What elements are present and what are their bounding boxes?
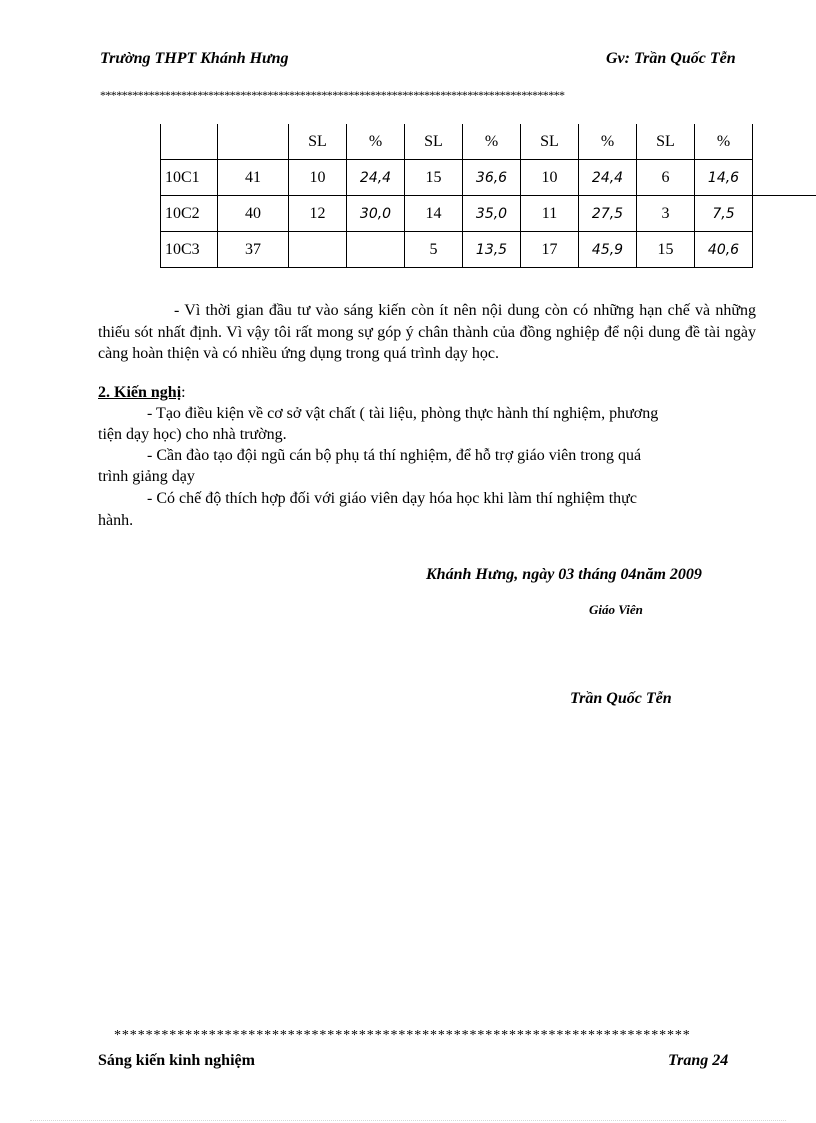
table-cell-class: 10C2 — [161, 196, 218, 232]
results-table — [160, 124, 753, 268]
signature-date: Khánh Hưng, ngày 03 tháng 04năm 2009 — [426, 566, 702, 583]
header-teacher: Gv: Trần Quốc Tễn — [606, 50, 736, 67]
closing-paragraph: - Vì thời gian đầu tư vào sáng kiến còn ít nên nội dung còn có những hạn chế và những thiếu sót nhất định. Vì vậy tôi rất mong sự góp ý chân thành của đồng nghiệp để nội dung đề tài ngày càng hoàn thiện và có nhiều ứng dụng trong quá trình dạy học. — [98, 302, 756, 362]
table-cell-pct: 35,0 — [463, 196, 521, 232]
table-cell: 41 — [218, 160, 289, 196]
table-cell: 15 — [405, 160, 463, 196]
header-divider: ************************************************************************************** — [100, 88, 565, 102]
table-cell-pct: 45,9 — [579, 232, 637, 268]
table-header-cell: SL — [521, 124, 579, 160]
footer-divider: ************************************************************************* — [114, 1028, 691, 1043]
recommendation-line: trình giảng dạy — [98, 468, 195, 485]
table-cell: 17 — [521, 232, 579, 268]
table-cell-pct: 30,0 — [347, 196, 405, 232]
table-cell-pct: 13,5 — [463, 232, 521, 268]
table-header-cell: % — [463, 124, 521, 160]
table-cell: 5 — [405, 232, 463, 268]
table-row — [161, 160, 753, 196]
page-bottom-dotted-line — [30, 1120, 786, 1121]
table-cell: 10 — [521, 160, 579, 196]
section-title: 2. Kiến nghị — [98, 384, 182, 401]
table-cell-pct: 27,5 — [579, 196, 637, 232]
recommendation-line: - Có chế độ thích hợp đối với giáo viên dạy hóa học khi làm thí nghiệm thực — [147, 490, 637, 507]
table-row — [161, 196, 753, 232]
table-header-cell — [218, 124, 289, 160]
signature-role: Giáo Viên — [589, 602, 643, 617]
table-cell: 40 — [218, 196, 289, 232]
recommendation-line: hành. — [98, 512, 134, 529]
recommendation-line: - Cần đào tạo đội ngũ cán bộ phụ tá thí nghiệm, để hỗ trợ giáo viên trong quá — [147, 447, 642, 464]
table-cell-class: 10C3 — [161, 232, 218, 268]
table-cell: 37 — [218, 232, 289, 268]
table-header-cell: SL — [289, 124, 347, 160]
table-cell-pct: 24,4 — [579, 160, 637, 196]
section-colon: : — [181, 384, 186, 401]
table-cell-pct: 7,5 — [695, 196, 753, 232]
table-row — [161, 232, 753, 268]
table-cell: 3 — [637, 196, 695, 232]
table-cell-pct — [347, 232, 405, 268]
table-cell-class: 10C1 — [161, 160, 218, 196]
table-cell — [289, 232, 347, 268]
table-cell: 11 — [521, 196, 579, 232]
table-cell-pct: 36,6 — [463, 160, 521, 196]
table-cell: 10 — [289, 160, 347, 196]
footer-title: Sáng kiến kinh nghiệm — [98, 1052, 255, 1069]
recommendation-line: - Tạo điều kiện về cơ sở vật chất ( tài liệu, phòng thực hành thí nghiệm, phương — [147, 405, 659, 422]
table-header-cell: SL — [637, 124, 695, 160]
table-header-cell — [161, 124, 218, 160]
table-header-cell: % — [579, 124, 637, 160]
footer-page-number: Trang 24 — [668, 1052, 729, 1069]
table-cell: 14 — [405, 196, 463, 232]
table-cell: 12 — [289, 196, 347, 232]
table-cell: 6 — [637, 160, 695, 196]
header-school: Trường THPT Khánh Hưng — [100, 50, 289, 67]
table-header-cell: % — [347, 124, 405, 160]
table-cell-pct: 24,4 — [347, 160, 405, 196]
section-heading — [98, 382, 186, 403]
table-extension-line — [752, 195, 816, 196]
table-cell-pct: 14,6 — [695, 160, 753, 196]
table-cell-pct: 40,6 — [695, 232, 753, 268]
signature-name: Trần Quốc Tễn — [570, 690, 672, 707]
table-header-cell: % — [695, 124, 753, 160]
table-subheader-row — [161, 124, 753, 160]
table-header-cell: SL — [405, 124, 463, 160]
recommendation-line: tiện dạy học) cho nhà trường. — [98, 426, 287, 443]
table-cell: 15 — [637, 232, 695, 268]
